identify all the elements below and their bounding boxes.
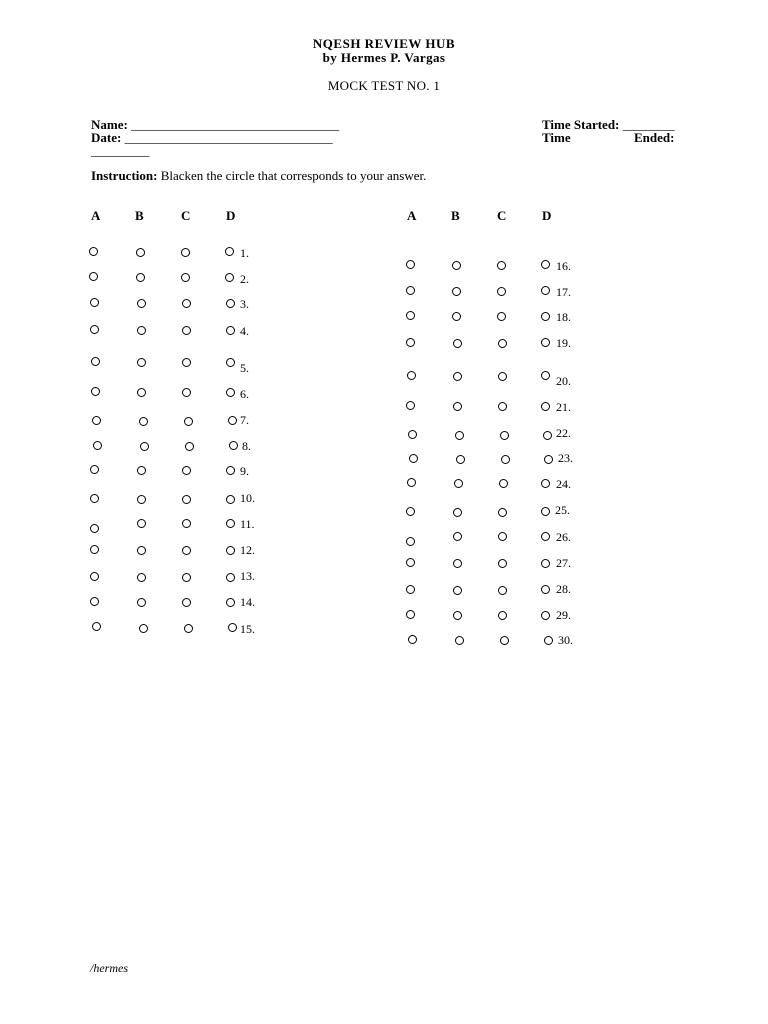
answer-bubble-29-d[interactable] [541, 611, 550, 620]
answer-bubble-6-d[interactable] [226, 388, 235, 397]
time-started-label: Time Started: [542, 117, 620, 132]
answer-bubble-22-a[interactable] [408, 430, 417, 439]
answer-bubble-13-b[interactable] [137, 573, 146, 582]
question-number: 15. [240, 622, 255, 636]
answer-bubble-19-c[interactable] [498, 339, 507, 348]
time-started-blank: ________ [622, 117, 675, 132]
question-number: 18. [556, 310, 571, 324]
answer-bubble-26-a[interactable] [406, 537, 415, 546]
answer-bubble-16-a[interactable] [406, 260, 415, 269]
answer-bubble-22-c[interactable] [500, 431, 509, 440]
answer-bubble-20-b[interactable] [453, 372, 462, 381]
answer-bubble-9-d[interactable] [226, 466, 235, 475]
answer-bubble-21-b[interactable] [453, 402, 462, 411]
answer-bubble-17-b[interactable] [452, 287, 461, 296]
question-number: 19. [556, 336, 571, 350]
answer-bubble-24-d[interactable] [541, 479, 550, 488]
instruction-text: Blacken the circle that corresponds to your answer. [157, 168, 427, 183]
answer-bubble-30-c[interactable] [500, 636, 509, 645]
date-label: Date: [91, 130, 122, 145]
answer-bubble-28-b[interactable] [453, 586, 462, 595]
answer-bubble-11-c[interactable] [182, 519, 191, 528]
name-blank: ________________________________ [131, 117, 340, 132]
answer-bubble-9-a[interactable] [90, 465, 99, 474]
answer-bubble-1-b[interactable] [136, 248, 145, 257]
question-number: 26. [556, 530, 571, 544]
answer-bubble-19-b[interactable] [453, 339, 462, 348]
answer-bubble-6-b[interactable] [137, 388, 146, 397]
answer-bubble-14-c[interactable] [182, 598, 191, 607]
answer-bubble-1-d[interactable] [225, 247, 234, 256]
answer-bubble-15-a[interactable] [92, 622, 101, 631]
column-header-right-d: D [542, 208, 552, 223]
question-number: 11. [240, 517, 255, 531]
time-label: Time [542, 130, 571, 145]
question-number: 14. [240, 595, 255, 609]
answer-bubble-24-b[interactable] [454, 479, 463, 488]
answer-bubble-5-d[interactable] [226, 358, 235, 367]
answer-bubble-21-d[interactable] [541, 402, 550, 411]
answer-bubble-17-c[interactable] [497, 287, 506, 296]
answer-bubble-12-a[interactable] [90, 545, 99, 554]
answer-bubble-10-b[interactable] [137, 495, 146, 504]
answer-bubble-23-d[interactable] [544, 455, 553, 464]
date-blank: ________________________________ [124, 130, 333, 145]
answer-bubble-27-b[interactable] [453, 559, 462, 568]
column-header-right-a: A [407, 208, 417, 223]
sheet-author: by Hermes P. Vargas [322, 50, 446, 65]
answer-bubble-12-c[interactable] [182, 546, 191, 555]
answer-bubble-17-d[interactable] [541, 286, 550, 295]
answer-bubble-23-b[interactable] [456, 455, 465, 464]
answer-bubble-18-c[interactable] [497, 312, 506, 321]
answer-bubble-4-c[interactable] [182, 326, 191, 335]
question-number: 22. [556, 426, 571, 440]
answer-bubble-20-c[interactable] [498, 372, 507, 381]
answer-bubble-12-b[interactable] [137, 546, 146, 555]
answer-bubble-29-a[interactable] [406, 610, 415, 619]
answer-bubble-19-d[interactable] [541, 338, 550, 347]
column-header-left-d: D [226, 208, 236, 223]
answer-bubble-18-b[interactable] [452, 312, 461, 321]
answer-bubble-24-a[interactable] [407, 478, 416, 487]
answer-bubble-11-b[interactable] [137, 519, 146, 528]
answer-bubble-9-c[interactable] [182, 466, 191, 475]
answer-bubble-22-d[interactable] [543, 431, 552, 440]
answer-bubble-2-a[interactable] [89, 272, 98, 281]
question-number: 6. [240, 387, 249, 401]
footer-signature: /hermes [90, 961, 128, 975]
answer-bubble-7-a[interactable] [92, 416, 101, 425]
answer-bubble-27-a[interactable] [406, 558, 415, 567]
answer-bubble-8-d[interactable] [229, 441, 238, 450]
answer-bubble-13-d[interactable] [226, 573, 235, 582]
answer-bubble-2-c[interactable] [181, 273, 190, 282]
question-number: 27. [556, 556, 571, 570]
answer-bubble-8-c[interactable] [185, 442, 194, 451]
question-number: 8. [242, 439, 251, 453]
answer-bubble-25-b[interactable] [453, 508, 462, 517]
answer-bubble-20-d[interactable] [541, 371, 550, 380]
answer-bubble-29-c[interactable] [498, 611, 507, 620]
answer-bubble-4-d[interactable] [226, 326, 235, 335]
answer-bubble-15-b[interactable] [139, 624, 148, 633]
answer-bubble-5-c[interactable] [182, 358, 191, 367]
answer-bubble-28-c[interactable] [498, 586, 507, 595]
answer-bubble-8-a[interactable] [93, 441, 102, 450]
answer-bubble-30-a[interactable] [408, 635, 417, 644]
answer-bubble-6-a[interactable] [91, 387, 100, 396]
answer-bubble-8-b[interactable] [140, 442, 149, 451]
question-number: 16. [556, 259, 571, 273]
question-number: 30. [558, 633, 573, 647]
answer-bubble-23-c[interactable] [501, 455, 510, 464]
answer-bubble-30-d[interactable] [544, 636, 553, 645]
answer-bubble-11-d[interactable] [226, 519, 235, 528]
test-name: MOCK TEST NO. 1 [327, 78, 441, 93]
answer-bubble-26-b[interactable] [453, 532, 462, 541]
question-number: 4. [240, 324, 249, 338]
answer-bubble-25-d[interactable] [541, 507, 550, 516]
answer-bubble-16-b[interactable] [452, 261, 461, 270]
answer-bubble-2-b[interactable] [136, 273, 145, 282]
question-number: 12. [240, 543, 255, 557]
answer-bubble-14-d[interactable] [226, 598, 235, 607]
answer-bubble-25-a[interactable] [406, 507, 415, 516]
answer-bubble-4-a[interactable] [90, 325, 99, 334]
instruction-label: Instruction: [91, 168, 158, 183]
answer-bubble-28-d[interactable] [541, 585, 550, 594]
answer-bubble-3-d[interactable] [226, 299, 235, 308]
answer-bubble-10-c[interactable] [182, 495, 191, 504]
answer-bubble-24-c[interactable] [499, 479, 508, 488]
answer-bubble-12-d[interactable] [226, 546, 235, 555]
answer-bubble-25-c[interactable] [498, 508, 507, 517]
answer-bubble-9-b[interactable] [137, 466, 146, 475]
question-number: 29. [556, 608, 571, 622]
answer-bubble-10-d[interactable] [226, 495, 235, 504]
answer-bubble-17-a[interactable] [406, 286, 415, 295]
answer-bubble-7-c[interactable] [184, 417, 193, 426]
answer-bubble-14-a[interactable] [90, 597, 99, 606]
question-number: 23. [558, 451, 573, 465]
question-number: 21. [556, 400, 571, 414]
answer-bubble-20-a[interactable] [407, 371, 416, 380]
question-number: 13. [240, 569, 255, 583]
question-number: 20. [556, 374, 571, 388]
name-label: Name: [91, 117, 128, 132]
answer-bubble-16-c[interactable] [497, 261, 506, 270]
ended-label[interactable]: Ended: [634, 130, 675, 145]
question-number: 7. [240, 413, 249, 427]
column-header-right-b: B [451, 208, 460, 223]
question-number: 10. [240, 491, 255, 505]
column-header-right-c: C [497, 208, 507, 223]
answer-bubble-29-b[interactable] [453, 611, 462, 620]
answer-bubble-3-b[interactable] [137, 299, 146, 308]
answer-bubble-4-b[interactable] [137, 326, 146, 335]
answer-bubble-18-a[interactable] [406, 311, 415, 320]
answer-bubble-3-a[interactable] [90, 298, 99, 307]
answer-bubble-5-b[interactable] [137, 358, 146, 367]
question-number: 24. [556, 477, 571, 491]
question-number: 2. [240, 272, 249, 286]
answer-bubble-7-d[interactable] [228, 416, 237, 425]
answer-bubble-1-a[interactable] [89, 247, 98, 256]
answer-bubble-27-d[interactable] [541, 559, 550, 568]
question-number: 5. [240, 361, 249, 375]
question-number: 17. [556, 285, 571, 299]
question-number: 28. [556, 582, 571, 596]
answer-bubble-10-a[interactable] [90, 494, 99, 503]
answer-bubble-30-b[interactable] [455, 636, 464, 645]
answer-bubble-22-b[interactable] [455, 431, 464, 440]
answer-bubble-14-b[interactable] [137, 598, 146, 607]
answer-bubble-16-d[interactable] [541, 260, 550, 269]
answer-bubble-15-c[interactable] [184, 624, 193, 633]
question-number: 1. [240, 246, 249, 260]
answer-bubble-1-c[interactable] [181, 248, 190, 257]
date-blank-continued: _________ [91, 143, 150, 158]
answer-bubble-18-d[interactable] [541, 312, 550, 321]
answer-bubble-26-d[interactable] [541, 532, 550, 541]
answer-bubble-19-a[interactable] [406, 338, 415, 347]
answer-bubble-7-b[interactable] [139, 417, 148, 426]
question-number: 3. [240, 297, 249, 311]
answer-bubble-5-a[interactable] [91, 357, 100, 366]
answer-bubble-23-a[interactable] [409, 454, 418, 463]
column-header-left-a: A [91, 208, 101, 223]
question-number: 9. [240, 464, 249, 478]
column-header-left-b: B [135, 208, 144, 223]
question-number: 25. [555, 503, 570, 517]
answer-bubble-2-d[interactable] [225, 273, 234, 282]
instruction [91, 168, 426, 184]
answer-bubble-11-a[interactable] [90, 524, 99, 533]
answer-bubble-3-c[interactable] [182, 299, 191, 308]
answer-bubble-21-c[interactable] [498, 402, 507, 411]
sheet-title: NQESH REVIEW HUB [312, 36, 456, 51]
column-header-left-c: C [181, 208, 191, 223]
answer-bubble-13-a[interactable] [90, 572, 99, 581]
answer-bubble-13-c[interactable] [182, 573, 191, 582]
answer-bubble-27-c[interactable] [498, 559, 507, 568]
answer-bubble-26-c[interactable] [498, 532, 507, 541]
answer-bubble-6-c[interactable] [182, 388, 191, 397]
answer-bubble-15-d[interactable] [228, 623, 237, 632]
answer-bubble-28-a[interactable] [406, 585, 415, 594]
answer-bubble-21-a[interactable] [406, 401, 415, 410]
